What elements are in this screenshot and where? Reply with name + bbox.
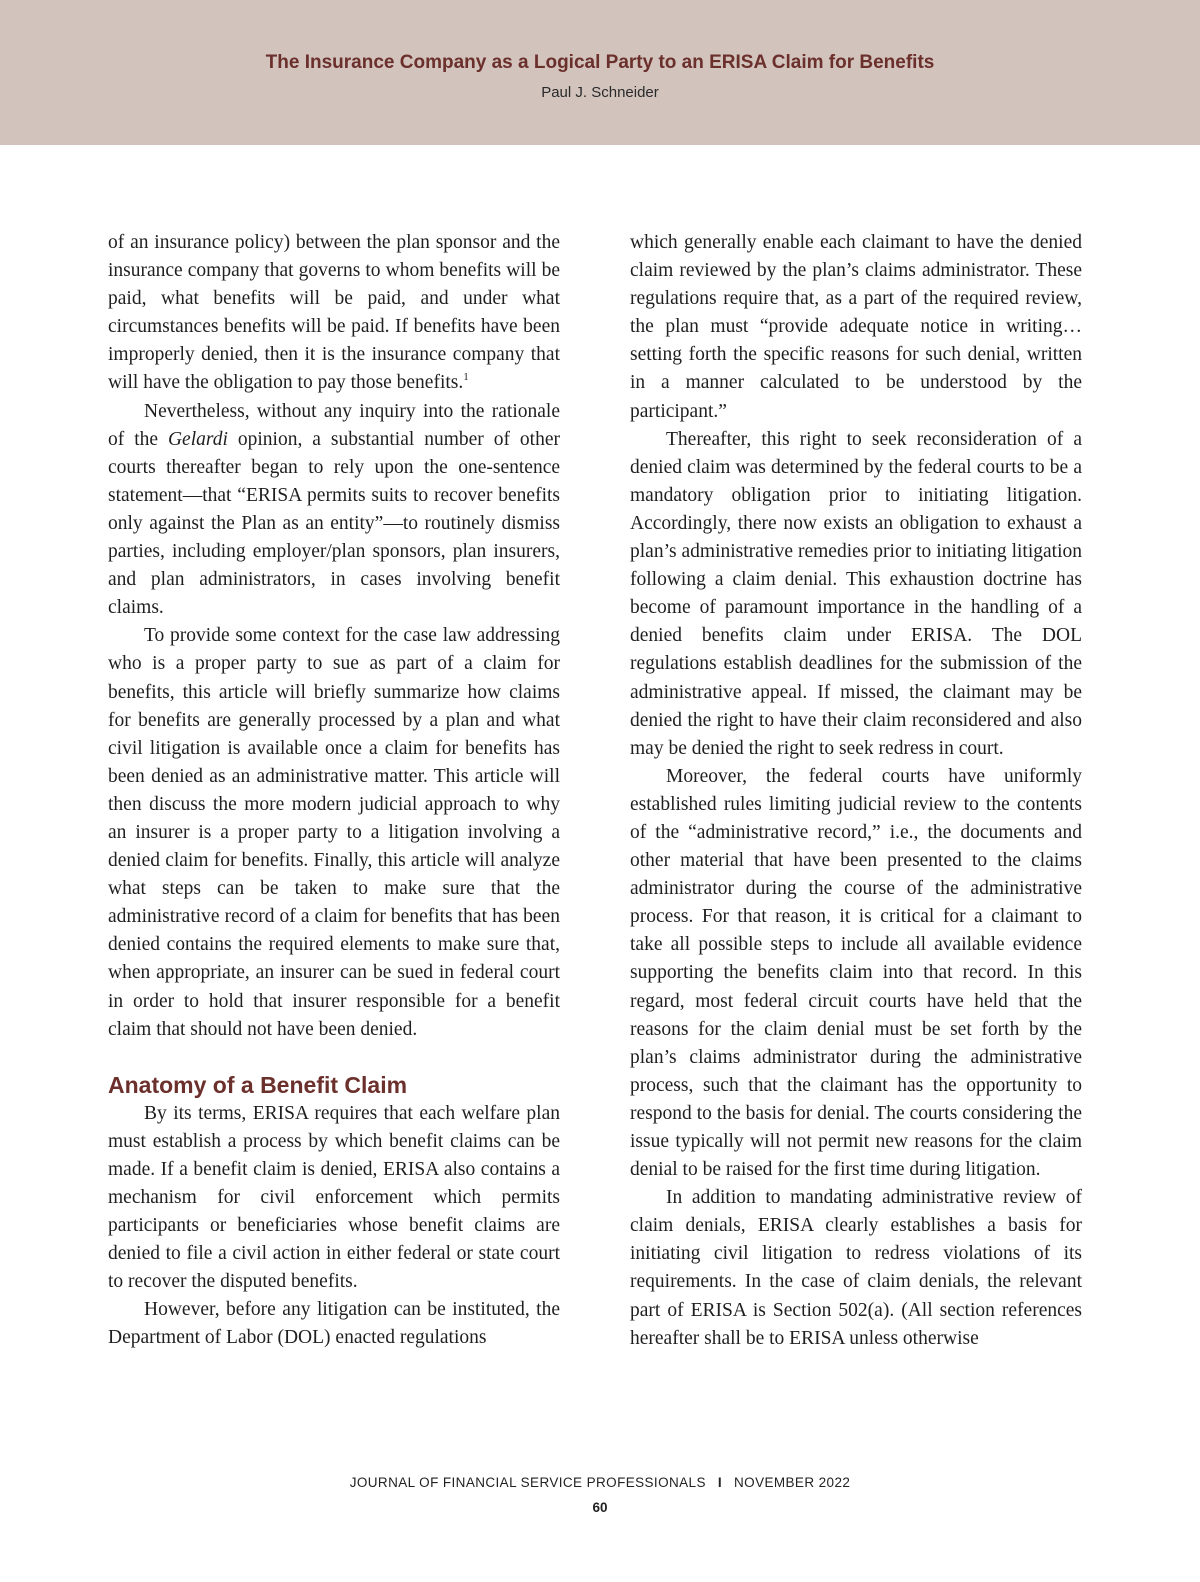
paragraph: [108, 229, 560, 398]
section-heading: Anatomy of a Benefit Claim: [108, 1071, 408, 1098]
paragraph: However, before any litigation can be instituted, the Department of Labor (DOL) enacted regulations: [108, 1299, 560, 1349]
paragraph: Thereafter, this right to seek reconsideration of a denied claim was determined by the federal courts to be a mandatory obligation prior to initiating litigation. Accordingly, there now exists an obligation to exhaust a plan’s administrative remedies prior to initiating litigation following a claim denial. This exhaustion doctrine has become of paramount importance in the handling of a denied benefits claim under ERISA. The DOL regulations establish deadlines for the submission of the administrative appeal. If missed, the claimant may be denied the right to have their claim reconsidered and also may be denied the right to seek redress in court.: [630, 428, 1082, 759]
right-column: [630, 229, 1082, 1353]
article-author: Paul J. Schneider: [541, 84, 659, 101]
paragraph-text: opinion, a substantial number of other courts thereafter began to rely upon the one-sentence statement––that “ERISA permits suits to recover benefits only against the Plan as an entity”—to routinely dismiss parties, including employer/plan sponsors, plan insurers, and plan administrators, in cases involving benefit claims.: [108, 428, 560, 619]
paragraph-text: of an insurance policy) between the plan sponsor and the insurance company that governs to whom benefits will be paid, what benefits will be paid, and under what circumstances benefits will be paid. If benefits have been improperly denied, then it is the insurance company that will have the obligation to pay those benefits.: [108, 232, 560, 394]
paragraph: which generally enable each claimant to have the denied claim reviewed by the plan’s claims administrator. These regulations require that, as a part of the required review, the plan must “provide adequate notice in writing…setting forth the specific reasons for such denial, written in a manner calculated to be understood by the participant.”: [630, 232, 1082, 422]
case-name: Gelardi: [167, 428, 228, 450]
header-band: [0, 0, 1200, 145]
paragraph: Moreover, the federal courts have uniformly established rules limiting judicial review to the contents of the “administrative record,” i.e., the documents and other material that have been presented to the claims administrator during the course of the administrative process. For that reason, it is critical for a claimant to take all possible steps to include all available evidence supporting the benefits claim into that record. In this regard, most federal circuit courts have held that the reasons for the claim denial must be set forth by the plan’s claims administrator during the administrative process, such that the claimant has the opportunity to respond to the basis for denial. The courts considering the issue typically will not permit new reasons for the claim denial to be raised for the first time during litigation.: [630, 765, 1082, 1181]
issue-date: NOVEMBER 2022: [734, 1475, 851, 1490]
paragraph: By its terms, ERISA requires that each welfare plan must establish a process by which benefit claims can be made. If a benefit claim is denied, ERISA also contains a mechanism for civil enforcement which permits participants or beneficiaries whose benefit claims are denied to file a civil action in either federal or state court to recover the disputed benefits.: [108, 1102, 560, 1293]
page-number: 60: [592, 1500, 608, 1515]
paragraph-text: Nevertheless, without any inquiry into the rationale of the: [108, 400, 560, 450]
paragraph: In addition to mandating administrative review of claim denials, ERISA clearly establishes a basis for initiating civil litigation to redress violations of its requirements. In the case of claim denials, the relevant part of ERISA is Section 502(a). (All section references hereafter shall be to ERISA unless otherwise: [630, 1187, 1082, 1349]
paragraph: [108, 398, 560, 623]
footer-separator: I: [717, 1475, 723, 1490]
journal-name: JOURNAL OF FINANCIAL SERVICE PROFESSIONALS: [349, 1475, 706, 1490]
article-title: The Insurance Company as a Logical Party to an ERISA Claim for Benefits: [265, 52, 935, 73]
paragraph: To provide some context for the case law addressing who is a proper party to sue as part of a claim for benefits, this article will briefly summarize how claims for benefits are generally processed by a plan and what civil litigation is available once a claim for benefits has been denied as an administrative matter. This article will then discuss the more modern judicial approach to why an insurer is a proper party to a litigation involving a denied claim for benefits. Finally, this article will analyze what steps can be taken to make sure that the administrative record of a claim for benefits that has been denied contains the required elements to make sure that, when appropriate, an insurer can be sued in federal court in order to hold that insurer responsible for a benefit claim that should not have been denied.: [108, 625, 560, 1040]
left-column: [108, 229, 560, 1353]
footnote-marker: 1: [463, 371, 469, 384]
footer-journal: [0, 1475, 1200, 1490]
